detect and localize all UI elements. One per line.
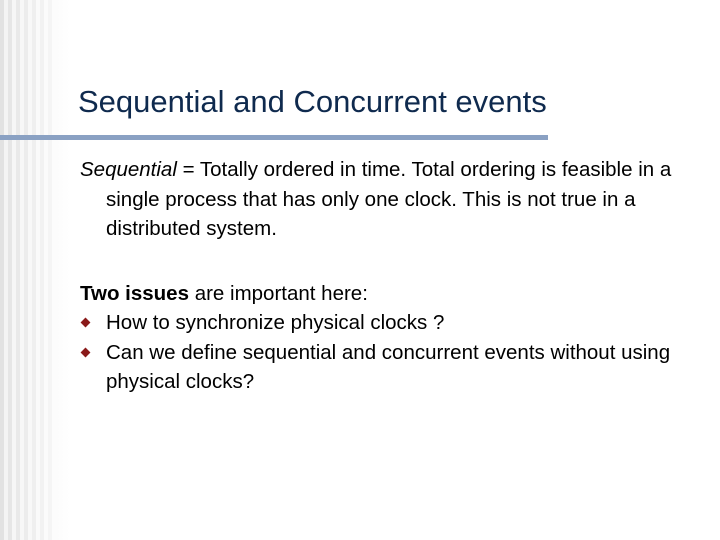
bullet-text: How to synchronize physical clocks ? bbox=[106, 311, 445, 334]
slide-title: Sequential and Concurrent events bbox=[78, 84, 547, 119]
diamond-bullet-icon bbox=[81, 347, 91, 357]
bullet-item bbox=[80, 338, 710, 397]
bullet-text: Can we define sequential and concurrent events without using physical clocks? bbox=[106, 340, 671, 393]
paragraph-issues bbox=[80, 279, 710, 309]
title-underline bbox=[0, 135, 548, 140]
bullet-item bbox=[80, 308, 710, 338]
diamond-bullet-icon bbox=[81, 318, 91, 328]
issues-lead: Two issues bbox=[80, 281, 189, 305]
paragraph-sequential bbox=[80, 155, 710, 244]
sequential-definition: = Totally ordered in time. Total ordering is feasible in a single process that has only one clock. This is not true in a distributed system. bbox=[106, 158, 672, 240]
slide-body bbox=[80, 155, 710, 397]
term-sequential: Sequential bbox=[80, 158, 177, 181]
issues-intro: are important here: bbox=[189, 281, 368, 305]
